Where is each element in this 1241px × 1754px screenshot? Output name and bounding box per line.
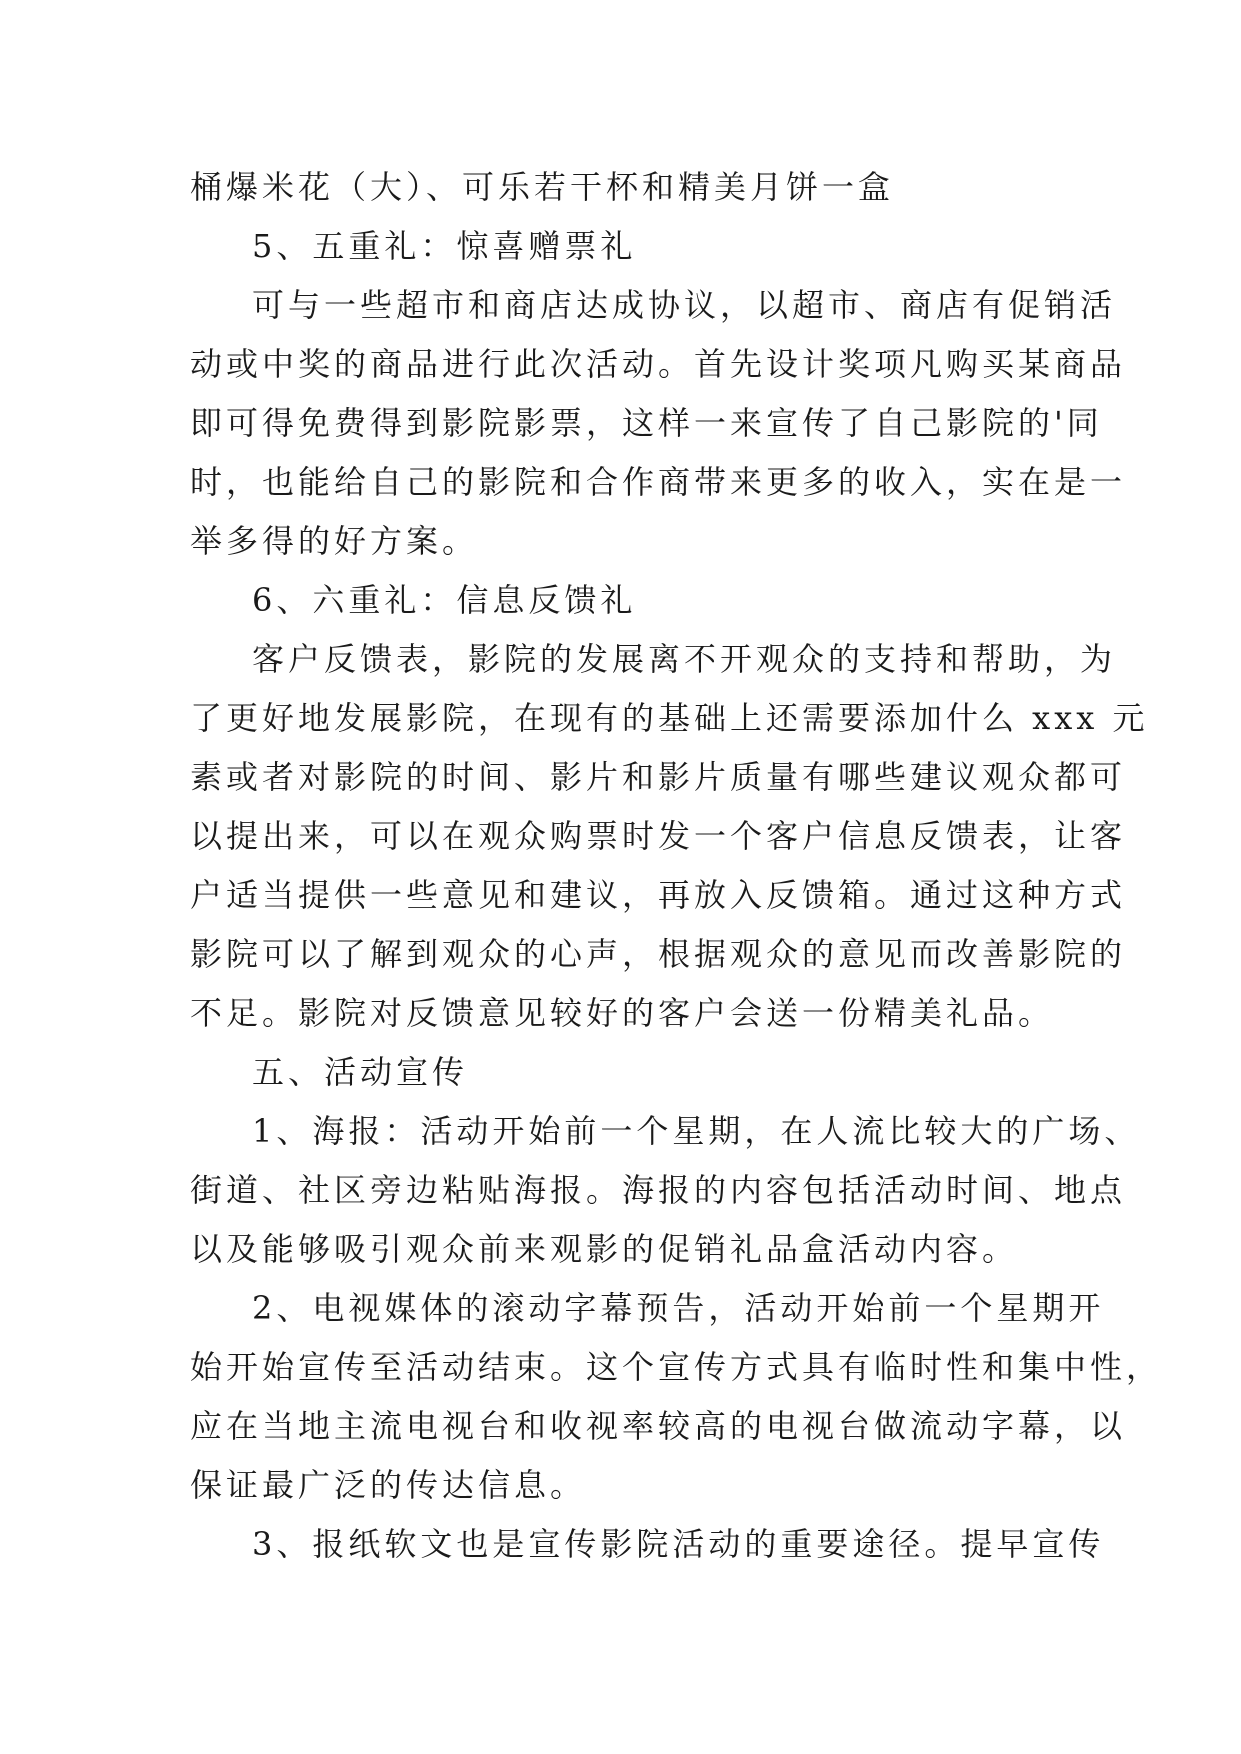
text-line: 桶爆米花（大）、可乐若干杯和精美月饼一盒 [190,168,895,206]
section-heading: 5、五重礼：惊喜赠票礼 [252,227,637,265]
text-line: 1、海报：活动开始前一个星期，在人流比较大的广场、 [252,1112,1141,1150]
text-line: 保证最广泛的传达信息。 [190,1466,587,1504]
section-heading: 五、活动宣传 [252,1053,469,1091]
text-line: 不足。影院对反馈意见较好的客户会送一份精美礼品。 [190,994,1055,1032]
text-line: 客户反馈表，影院的发展离不开观众的支持和帮助，为 [252,640,1117,678]
text-line: 始开始宣传至活动结束。这个宣传方式具有临时性和集中性， [190,1348,1163,1386]
text-line: 举多得的好方案。 [190,522,479,560]
text-line: 以及能够吸引观众前来观影的促销礼品盒活动内容。 [190,1230,1019,1268]
text-line: 街道、社区旁边粘贴海报。海报的内容包括活动时间、地点 [190,1171,1127,1209]
section-heading: 6、六重礼：信息反馈礼 [252,581,637,619]
text-line: 应在当地主流电视台和收视率较高的电视台做流动字幕，以 [190,1407,1127,1445]
text-line: 3、报纸软文也是宣传影院活动的重要途径。提早宣传 [252,1525,1105,1563]
document-body [190,158,1163,1574]
text-line: 了更好地发展影院，在现有的基础上还需要添加什么 xxx 元 [190,699,1149,737]
text-line: 可与一些超市和商店达成协议，以超市、商店有促销活 [252,286,1117,324]
text-line: 2、电视媒体的滚动字幕预告，活动开始前一个星期开 [252,1289,1105,1327]
text-line: 户适当提供一些意见和建议，再放入反馈箱。通过这种方式 [190,876,1127,914]
text-line: 素或者对影院的时间、影片和影片质量有哪些建议观众都可 [190,758,1127,796]
text-line: 即可得免费得到影院影票，这样一来宣传了自己影院的'同 [190,404,1103,442]
text-line: 时，也能给自己的影院和合作商带来更多的收入，实在是一 [190,463,1127,501]
text-line: 以提出来，可以在观众购票时发一个客户信息反馈表，让客 [190,817,1127,855]
text-line: 影院可以了解到观众的心声，根据观众的意见而改善影院的 [190,935,1127,973]
text-line: 动或中奖的商品进行此次活动。首先设计奖项凡购买某商品 [190,345,1127,383]
